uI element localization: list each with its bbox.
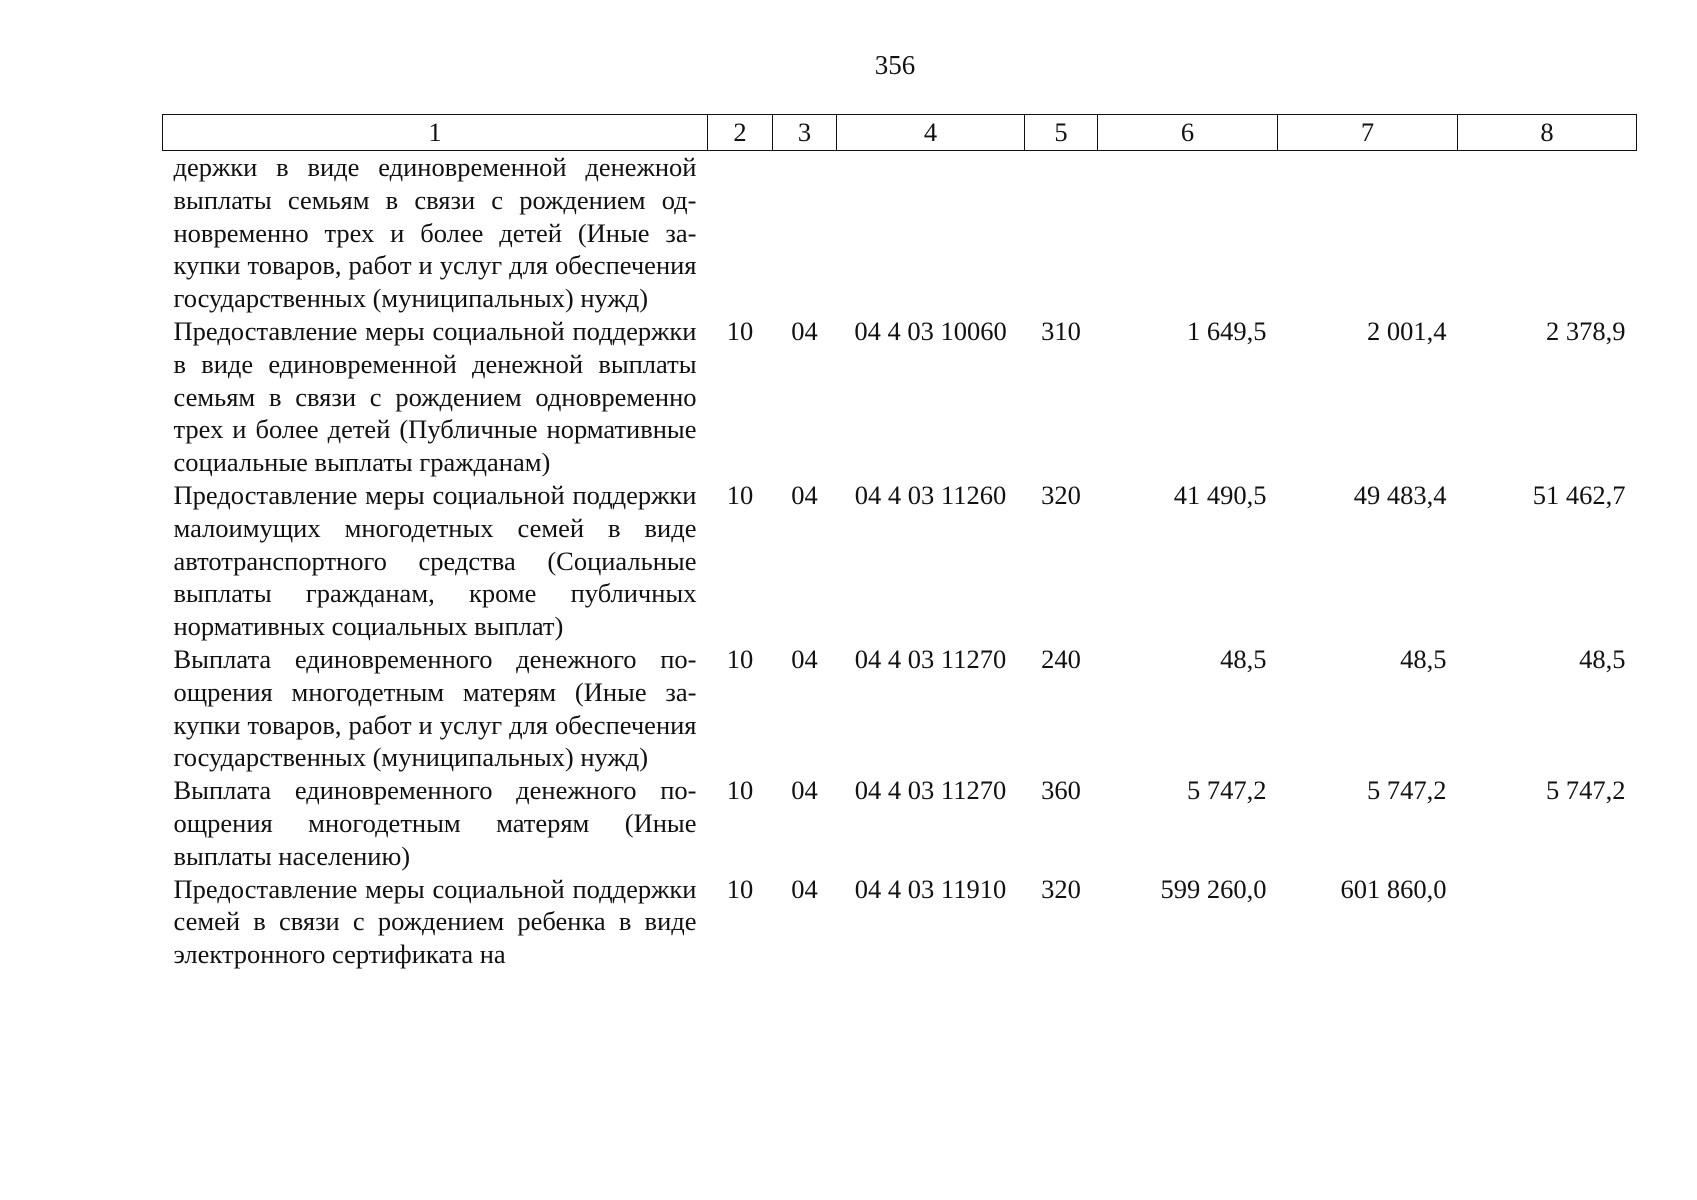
table-row [163,643,1637,774]
column-header-7: 7 [1278,115,1458,151]
row-description: Предоставление меры социальной поддержки в виде единовременной денежной выплаты семьям в связи с рождением одновременно трех и более детей (Публичные нормативные социальные выплаты гражданам) [173,315,697,478]
subsection-code: 04 [791,643,818,674]
table-row [163,315,1637,479]
row-description: Предоставление меры социальной поддержки семей в связи с рождением ребенка в виде электронного сертификата на [173,873,697,970]
column-header-6: 6 [1098,115,1278,151]
target-article-code: 04 4 03 11270 [854,775,1007,806]
target-article-code [837,151,1025,315]
table-row [163,479,1637,643]
expense-type-code: 310 [1041,315,1081,346]
row-description: Выплата единовременного денежного поощрения многодетным матерям (Иные выплаты населению) [173,775,697,871]
column-header-2: 2 [708,115,773,151]
expense-type-code: 240 [1041,643,1081,674]
expense-type-code: 320 [1041,873,1081,904]
target-article-code: 04 4 03 11910 [854,873,1007,904]
section-code: 10 [726,873,754,904]
expense-type-code [1025,151,1098,315]
column-header-3: 3 [773,115,837,151]
budget-table [162,114,1637,971]
row-description: Предоставление меры социальной поддержки малоимущих многодетных семей в виде автотранспортного средства (Социальные выплаты гражданам, кроме публичных нормативных социальных выплат) [173,479,697,642]
table-row [163,151,1637,315]
subsection-code: 04 [791,873,818,904]
amount-col7: 49 483,4 [1353,479,1447,510]
row-description: Выплата единовременного денежного поощрения многодетным матерям (Иные закупки товаров, работ и услуг для обеспечения государственных (муниципальных) нужд) [173,643,697,773]
amount-col7: 2 001,4 [1367,315,1447,346]
amount-col6: 48,5 [1220,643,1267,674]
amount-col7: 601 860,0 [1340,873,1447,904]
amount-col6 [1098,151,1278,315]
page-number: 356 [874,50,916,80]
table-row [163,873,1637,971]
amount-col8: 5 747,2 [1546,775,1626,806]
amount-col8 [1458,151,1637,315]
section-code: 10 [726,775,754,806]
amount-col6: 599 260,0 [1160,873,1267,904]
amount-col8 [1458,873,1637,971]
section-code: 10 [726,315,754,346]
amount-col7 [1278,151,1458,315]
column-header-4: 4 [837,115,1025,151]
amount-col7: 48,5 [1400,643,1447,674]
amount-col8: 2 378,9 [1546,315,1626,346]
subsection-code: 04 [791,315,818,346]
row-description: держки в виде единовременной денежной выплаты семьям в связи с рождением одновременно трех и более детей (Иные закупки товаров, работ и услуг для обеспечения государственных (муниципальных) нужд) [173,152,697,314]
amount-col8: 51 462,7 [1532,479,1626,510]
column-header-1: 1 [163,115,708,151]
amount-col7: 5 747,2 [1367,775,1447,806]
expense-type-code: 320 [1041,479,1081,510]
expense-type-code: 360 [1041,775,1081,806]
section-code: 10 [726,643,754,674]
column-header-5: 5 [1025,115,1098,151]
table-header-row [163,115,1637,151]
subsection-code [773,151,837,315]
amount-col8: 48,5 [1579,643,1626,674]
column-header-8: 8 [1458,115,1637,151]
amount-col6: 1 649,5 [1187,315,1267,346]
subsection-code: 04 [791,479,818,510]
target-article-code: 04 4 03 10060 [854,315,1007,346]
amount-col6: 5 747,2 [1187,775,1267,806]
amount-col6: 41 490,5 [1173,479,1267,510]
subsection-code: 04 [791,775,818,806]
section-code [708,151,773,315]
table-row [163,774,1637,872]
target-article-code: 04 4 03 11270 [854,643,1007,674]
target-article-code: 04 4 03 11260 [854,479,1007,510]
section-code: 10 [726,479,754,510]
